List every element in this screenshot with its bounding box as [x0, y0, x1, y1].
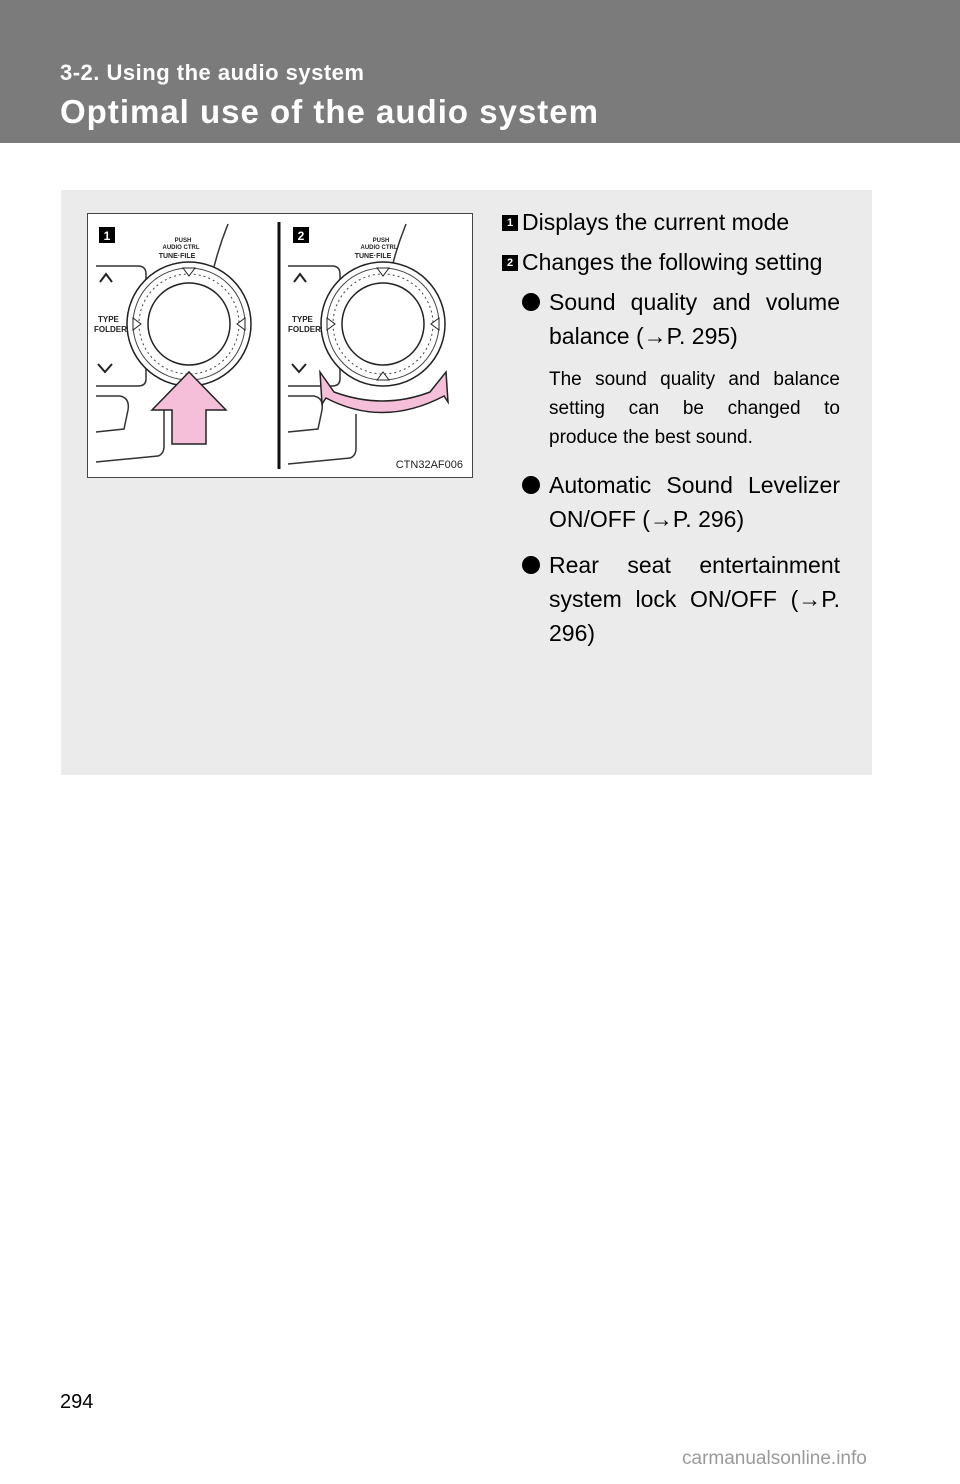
panel-1-badge: 1	[103, 229, 111, 243]
bullet-icon	[522, 476, 540, 494]
panel-2	[288, 224, 463, 471]
svg-text:AUDIO CTRL: AUDIO CTRL	[360, 245, 398, 251]
sub-item-2	[500, 468, 840, 536]
svg-text:FOLDER: FOLDER	[288, 325, 321, 334]
push-arrow-icon	[152, 372, 226, 444]
item-1-text: Displays the current mode	[522, 209, 790, 235]
watermark: carmanualsonline.info	[682, 1448, 867, 1469]
panel-1	[94, 224, 251, 462]
control-illustration	[87, 213, 473, 478]
svg-text:FOLDER: FOLDER	[94, 325, 127, 334]
bullet-icon	[522, 556, 540, 574]
sub-item-3	[500, 548, 840, 650]
page-number: 294	[60, 1391, 94, 1413]
svg-text:TYPE: TYPE	[292, 315, 313, 324]
numbered-item-1	[500, 205, 840, 239]
svg-text:AUDIO CTRL: AUDIO CTRL	[162, 245, 200, 251]
note-text: The sound quality and balance setting can be changed to produce the best sound.	[549, 369, 840, 448]
panel-2-badge: 2	[297, 229, 305, 243]
svg-text:PUSH: PUSH	[174, 238, 192, 244]
bullet-icon	[522, 293, 540, 311]
svg-text:TUNE·FILE: TUNE·FILE	[354, 253, 392, 260]
item-2-text: Changes the following setting	[522, 249, 823, 275]
tune-file-knob-2	[321, 262, 445, 386]
section-label: 3-2. Using the audio system	[60, 60, 365, 85]
item-2-badge: 2	[502, 255, 518, 271]
sub-item-3-text: Rear seat entertainment system lock ON/OFF (→P. 296)	[549, 552, 840, 646]
svg-text:PUSH: PUSH	[372, 238, 390, 244]
tune-file-knob-1	[127, 262, 251, 386]
sub-item-1	[500, 285, 840, 353]
figure-code: CTN32AF006	[395, 459, 463, 471]
sub-item-1-text: Sound quality and volume balance (→P. 295)	[549, 289, 840, 349]
sub-item-2-text: Automatic Sound Levelizer ON/OFF (→P. 296)	[549, 472, 840, 532]
svg-text:TYPE: TYPE	[98, 315, 119, 324]
text-column	[500, 205, 840, 662]
svg-text:TUNE·FILE: TUNE·FILE	[158, 253, 196, 260]
page-title: Optimal use of the audio system	[60, 93, 599, 130]
numbered-item-2	[500, 245, 840, 279]
page-header	[0, 0, 960, 143]
item-1-badge: 1	[502, 215, 518, 231]
